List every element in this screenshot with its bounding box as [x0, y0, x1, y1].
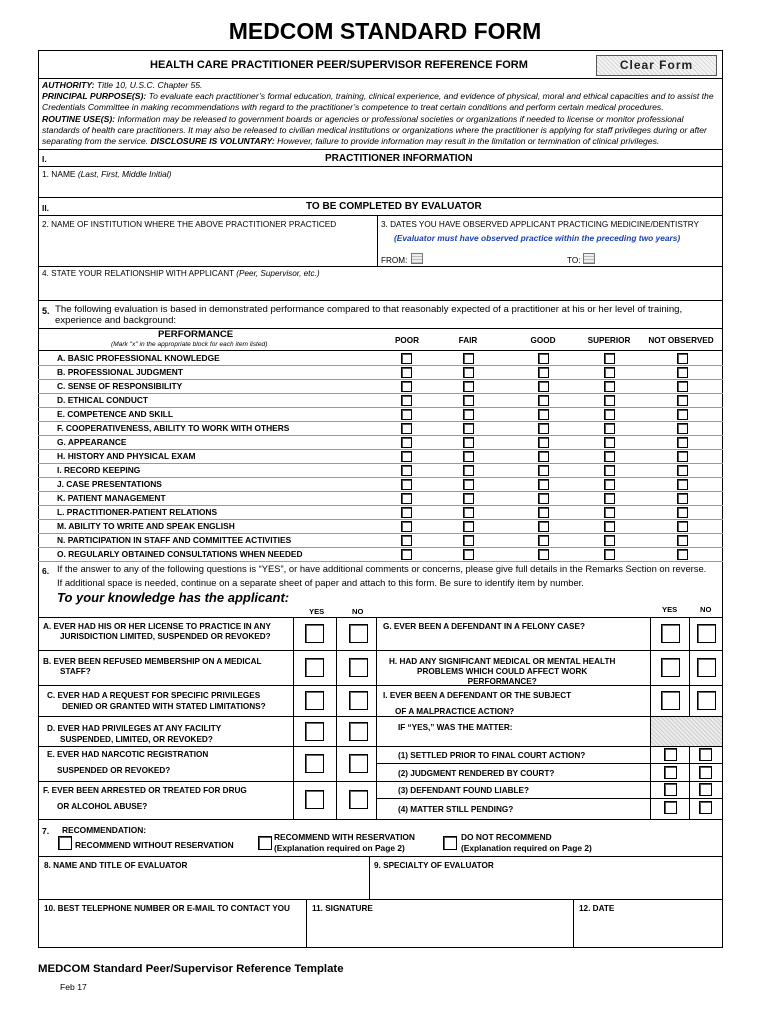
question-d-yes-checkbox[interactable]: [305, 722, 324, 741]
performance-rating-checkbox[interactable]: [677, 381, 688, 392]
performance-rating-checkbox[interactable]: [604, 507, 615, 518]
performance-rating-checkbox[interactable]: [538, 353, 549, 364]
question-f: F. EVER BEEN ARRESTED OR TREATED FOR DRUG OR ALCOHOL ABUSE?: [43, 786, 247, 811]
institution-input[interactable]: [40, 232, 374, 262]
performance-row-divider: [38, 379, 723, 380]
performance-rating-checkbox[interactable]: [677, 521, 688, 532]
performance-row-divider: [38, 463, 723, 464]
from-label: FROM:: [381, 256, 408, 265]
performance-rating-checkbox[interactable]: [463, 465, 474, 476]
question-d-no-checkbox[interactable]: [349, 722, 368, 741]
performance-rating-checkbox[interactable]: [538, 549, 549, 560]
performance-rating-checkbox[interactable]: [604, 465, 615, 476]
performance-rating-checkbox[interactable]: [677, 395, 688, 406]
question-c-yes-checkbox[interactable]: [305, 691, 324, 710]
evaluator-name-input[interactable]: [40, 872, 366, 897]
question-c: C. EVER HAD A REQUEST FOR SPECIFIC PRIVILEGES DENIED OR GRANTED WITH STATED LIMITATIONS?: [47, 691, 266, 711]
performance-rating-checkbox[interactable]: [677, 479, 688, 490]
performance-row-divider: [38, 435, 723, 436]
to-calendar-icon[interactable]: [583, 253, 595, 264]
performance-rating-checkbox[interactable]: [463, 535, 474, 546]
performance-rating-checkbox[interactable]: [604, 521, 615, 532]
question-d: D. EVER HAD PRIVILEGES AT ANY FACILITY SUSPENDED, LIMITED, OR REVOKED?: [47, 724, 222, 744]
performance-item-label: E. COMPETENCE AND SKILL: [57, 409, 174, 419]
right-no-header: NO: [700, 605, 712, 614]
purpose-text-1: To evaluate each practitioner’s formal education, training, clinical experience, and evidence of physical, moral and ethical capacities and to assist the: [148, 91, 714, 102]
performance-rating-checkbox[interactable]: [463, 521, 474, 532]
performance-rating-checkbox[interactable]: [401, 465, 412, 476]
performance-rating-checkbox[interactable]: [677, 493, 688, 504]
routine-label: ROUTINE USE(S):: [42, 113, 116, 124]
sub-1-no-checkbox[interactable]: [699, 748, 712, 761]
disclosure-text: However, failure to provide information may result in the limitation or termination of clinical privileges.: [277, 136, 660, 147]
performance-rating-checkbox[interactable]: [538, 521, 549, 532]
evaluator-specialty-label: 9. SPECIALTY OF EVALUATOR: [374, 861, 494, 870]
evaluator-name-label: 8. NAME AND TITLE OF EVALUATOR: [44, 861, 188, 870]
performance-rating-checkbox[interactable]: [463, 353, 474, 364]
performance-rating-checkbox[interactable]: [677, 549, 688, 560]
questions-heading: To your knowledge has the applicant:: [57, 590, 290, 605]
performance-item-label: C. SENSE OF RESPONSIBILITY: [57, 381, 183, 391]
performance-rating-checkbox[interactable]: [463, 549, 474, 560]
performance-row-divider: [38, 365, 723, 366]
performance-rating-checkbox[interactable]: [538, 437, 549, 448]
performance-rating-checkbox[interactable]: [463, 493, 474, 504]
performance-rating-checkbox[interactable]: [677, 507, 688, 518]
purpose-text-2: Credentials Committee in making recommendations with regard to the practitioner’s competence to treat certain conditions and perform certain medical procedures.: [42, 102, 664, 113]
performance-rating-checkbox[interactable]: [538, 479, 549, 490]
dates-label: 3. DATES YOU HAVE OBSERVED APPLICANT PRACTICING MEDICINE/DENTISTRY: [381, 220, 700, 229]
performance-item-label: L. PRACTITIONER-PATIENT RELATIONS: [57, 507, 218, 517]
performance-rating-checkbox[interactable]: [677, 353, 688, 364]
performance-rating-checkbox[interactable]: [401, 451, 412, 462]
left-no-header: NO: [352, 607, 364, 616]
performance-rating-checkbox[interactable]: [604, 479, 615, 490]
performance-rating-checkbox[interactable]: [604, 549, 615, 560]
performance-rating-checkbox[interactable]: [538, 493, 549, 504]
performance-rating-checkbox[interactable]: [401, 353, 412, 364]
recommendation-label: RECOMMENDATION:: [62, 825, 147, 835]
right-yes-header: YES: [662, 605, 678, 614]
performance-rating-checkbox[interactable]: [463, 395, 474, 406]
sub-3-yes-checkbox[interactable]: [664, 783, 677, 796]
performance-rating-checkbox[interactable]: [463, 451, 474, 462]
contact-input[interactable]: [40, 915, 304, 945]
performance-row-divider: [38, 547, 723, 548]
rating-column-header: POOR: [394, 336, 420, 345]
form-title: MEDCOM STANDARD FORM: [228, 18, 542, 44]
performance-rating-checkbox[interactable]: [463, 367, 474, 378]
performance-rating-checkbox[interactable]: [538, 409, 549, 420]
privacy-statement: [42, 80, 720, 147]
clear-form-button[interactable]: Clear Form: [596, 55, 717, 76]
question-f-yes-checkbox[interactable]: [305, 790, 324, 809]
question-e: E. EVER HAD NARCOTIC REGISTRATION SUSPENDED OR REVOKED?: [47, 750, 209, 775]
sub-4-yes-checkbox[interactable]: [664, 801, 677, 814]
performance-rating-checkbox[interactable]: [604, 367, 615, 378]
do-not-recommend-label: DO NOT RECOMMEND (Explanation required on Page 2): [461, 832, 592, 853]
performance-rating-checkbox[interactable]: [538, 423, 549, 434]
question-i-no-checkbox[interactable]: [697, 691, 716, 710]
performance-rating-checkbox[interactable]: [604, 353, 615, 364]
question-f-no-checkbox[interactable]: [349, 790, 368, 809]
performance-rating-checkbox[interactable]: [677, 409, 688, 420]
performance-rating-checkbox[interactable]: [604, 535, 615, 546]
questions-intro: If the answer to any of the following questions is “YES”, or have additional comments or concerns, please give full details in the Remarks Section on reverse. If additional space is needed, continue on a separate sheet of paper and attach to this form. Be sure to identify item by number.: [57, 563, 707, 588]
performance-hint: (Mark "x" in the appropriate block for each item listed): [111, 341, 268, 348]
sub-question-3: (3) DEFENDANT FOUND LIABLE?: [398, 786, 529, 795]
performance-item-label: O. REGULARLY OBTAINED CONSULTATIONS WHEN NEEDED: [57, 549, 303, 559]
purpose-label: PRINCIPAL PURPOSE(S):: [42, 91, 147, 102]
rating-column-header: GOOD: [530, 336, 556, 345]
section-1-title: PRACTITIONER INFORMATION: [325, 153, 473, 164]
performance-rating-checkbox[interactable]: [463, 507, 474, 518]
date-input[interactable]: [576, 915, 720, 945]
recommend-without-reservation-checkbox[interactable]: [58, 836, 72, 850]
question-g-no-checkbox[interactable]: [697, 624, 716, 643]
question-b-yes-checkbox[interactable]: [305, 658, 324, 677]
performance-row-divider: [38, 407, 723, 408]
performance-row-divider: [38, 477, 723, 478]
performance-rating-checkbox[interactable]: [401, 381, 412, 392]
performance-rating-checkbox[interactable]: [538, 367, 549, 378]
performance-rating-checkbox[interactable]: [604, 437, 615, 448]
if-yes-shaded-cell: [651, 717, 722, 746]
performance-row-divider: [38, 491, 723, 492]
performance-item-label: D. ETHICAL CONDUCT: [57, 395, 149, 405]
performance-rating-checkbox[interactable]: [604, 493, 615, 504]
signature-label: 11. SIGNATURE: [312, 904, 373, 913]
performance-rating-checkbox[interactable]: [401, 437, 412, 448]
recommend-with-reservation-label: RECOMMEND WITH RESERVATION (Explanation required on Page 2): [274, 832, 415, 853]
performance-rating-checkbox[interactable]: [401, 395, 412, 406]
performance-rating-checkbox[interactable]: [677, 465, 688, 476]
routine-text-1: Information may be released to government boards or agencies or professional societies or organizations if needed to license or monitor professional: [117, 113, 684, 124]
performance-rating-checkbox[interactable]: [401, 367, 412, 378]
disclosure-label: DISCLOSURE IS VOLUNTARY:: [150, 136, 275, 147]
question-h-yes-checkbox[interactable]: [661, 658, 680, 677]
performance-rating-checkbox[interactable]: [401, 493, 412, 504]
performance-rating-checkbox[interactable]: [677, 535, 688, 546]
routine-text-2: standards of health care practitioners. It may also be released to civilian medical institutions or organizations where the practitioner is applying for staff privileges during or after: [42, 124, 707, 135]
question-g-yes-checkbox[interactable]: [661, 624, 680, 643]
section-1-number: I.: [42, 154, 47, 164]
question-a-no-checkbox[interactable]: [349, 624, 368, 643]
question-a: A. EVER HAD HIS OR HER LICENSE TO PRACTICE IN ANY JURISDICTION LIMITED, SUSPENDED OR REVOKED?: [43, 622, 271, 641]
rating-column-header: SUPERIOR: [587, 336, 631, 345]
footer-date: Feb 17: [60, 982, 87, 992]
to-label: TO:: [567, 256, 581, 265]
item-6-number: 6.: [42, 566, 50, 576]
recommend-with-reservation-checkbox[interactable]: [258, 836, 272, 850]
performance-rating-checkbox[interactable]: [463, 437, 474, 448]
dates-note: (Evaluator must have observed practice within the preceding two years): [394, 233, 681, 243]
performance-item-label: J. CASE PRESENTATIONS: [57, 479, 162, 489]
performance-row-divider: [38, 393, 723, 394]
performance-rating-checkbox[interactable]: [463, 409, 474, 420]
from-calendar-icon[interactable]: [411, 253, 423, 264]
performance-rating-checkbox[interactable]: [401, 535, 412, 546]
sub-question-4: (4) MATTER STILL PENDING?: [398, 805, 514, 814]
performance-rating-checkbox[interactable]: [604, 423, 615, 434]
performance-rating-checkbox[interactable]: [604, 451, 615, 462]
authority-label: AUTHORITY:: [42, 80, 95, 90]
institution-label: 2. NAME OF INSTITUTION WHERE THE ABOVE PRACTITIONER PRACTICED: [42, 220, 337, 229]
evaluator-specialty-input[interactable]: [372, 872, 720, 897]
question-c-no-checkbox[interactable]: [349, 691, 368, 710]
performance-rating-checkbox[interactable]: [538, 381, 549, 392]
question-a-yes-checkbox[interactable]: [305, 624, 324, 643]
performance-rating-checkbox[interactable]: [677, 367, 688, 378]
performance-rating-checkbox[interactable]: [401, 409, 412, 420]
performance-rating-checkbox[interactable]: [401, 479, 412, 490]
section-2-number: II.: [42, 203, 49, 213]
sub-2-yes-checkbox[interactable]: [664, 766, 677, 779]
question-h: H. HAD ANY SIGNIFICANT MEDICAL OR MENTAL HEALTH PROBLEMS WHICH COULD AFFECT WORK PERFORMANCE?: [389, 657, 616, 686]
do-not-recommend-checkbox[interactable]: [443, 836, 457, 850]
performance-rating-checkbox[interactable]: [401, 549, 412, 560]
footer-template-name: MEDCOM Standard Peer/Supervisor Reference Template: [38, 963, 344, 975]
performance-rating-checkbox[interactable]: [604, 381, 615, 392]
relationship-label: 4. STATE YOUR RELATIONSHIP WITH APPLICANT (Peer, Supervisor, etc.): [42, 269, 320, 278]
performance-row-divider: [38, 533, 723, 534]
performance-item-label: I. RECORD KEEPING: [57, 465, 141, 475]
performance-row-divider: [38, 449, 723, 450]
performance-rating-checkbox[interactable]: [604, 395, 615, 406]
performance-item-label: M. ABILITY TO WRITE AND SPEAK ENGLISH: [57, 521, 235, 531]
authority-text: Title 10, U.S.C. Chapter 55.: [96, 80, 203, 90]
routine-text-3: separating from the service.: [42, 136, 149, 147]
signature-input[interactable]: [309, 915, 571, 945]
practitioner-name-input[interactable]: [40, 180, 720, 196]
performance-header: PERFORMANCE: [158, 329, 234, 340]
performance-item-label: G. APPEARANCE: [57, 437, 127, 447]
sub-3-no-checkbox[interactable]: [699, 783, 712, 796]
question-b: B. EVER BEEN REFUSED MEMBERSHIP ON A MEDICAL STAFF?: [43, 657, 262, 676]
performance-rating-checkbox[interactable]: [463, 423, 474, 434]
item-5-number: 5.: [42, 306, 50, 316]
performance-rating-checkbox[interactable]: [463, 479, 474, 490]
performance-rating-checkbox[interactable]: [538, 465, 549, 476]
performance-rating-checkbox[interactable]: [538, 451, 549, 462]
performance-rating-checkbox[interactable]: [538, 507, 549, 518]
sub-4-no-checkbox[interactable]: [699, 801, 712, 814]
contact-label: 10. BEST TELEPHONE NUMBER OR E-MAIL TO CONTACT YOU: [44, 904, 290, 913]
question-i-yes-checkbox[interactable]: [661, 691, 680, 710]
performance-item-label: A. BASIC PROFESSIONAL KNOWLEDGE: [57, 353, 220, 363]
item-7-number: 7.: [42, 826, 50, 836]
performance-row-divider: [38, 519, 723, 520]
if-yes-label: IF “YES,” WAS THE MATTER:: [398, 723, 513, 732]
performance-rating-checkbox[interactable]: [401, 507, 412, 518]
performance-row-divider: [38, 505, 723, 506]
sub-2-no-checkbox[interactable]: [699, 766, 712, 779]
performance-item-label: B. PROFESSIONAL JUDGMENT: [57, 367, 183, 377]
sub-question-2: (2) JUDGMENT RENDERED BY COURT?: [398, 769, 555, 778]
performance-row-divider: [38, 421, 723, 422]
performance-rating-checkbox[interactable]: [677, 437, 688, 448]
question-i: I. EVER BEEN A DEFENDANT OR THE SUBJECT OF A MALPRACTICE ACTION?: [383, 691, 572, 716]
recommend-without-reservation-label: RECOMMEND WITHOUT RESERVATION: [75, 840, 234, 850]
performance-item-label: K. PATIENT MANAGEMENT: [57, 493, 166, 503]
performance-rating-checkbox[interactable]: [604, 409, 615, 420]
performance-rating-checkbox[interactable]: [677, 451, 688, 462]
sub-1-yes-checkbox[interactable]: [664, 748, 677, 761]
left-yes-header: YES: [309, 607, 325, 616]
question-g: G. EVER BEEN A DEFENDANT IN A FELONY CASE?: [383, 622, 585, 631]
relationship-input[interactable]: [40, 281, 720, 299]
performance-rating-checkbox[interactable]: [401, 521, 412, 532]
performance-rating-checkbox[interactable]: [401, 423, 412, 434]
performance-rating-checkbox[interactable]: [677, 423, 688, 434]
rating-column-header: NOT OBSERVED: [648, 336, 714, 345]
evaluation-intro: The following evaluation is based in demonstrated performance compared to that reasonably expected of a practitioner at his or her level of training, experience and background:: [55, 304, 683, 326]
name-label: 1. NAME (Last, First, Middle Initial): [42, 169, 172, 179]
performance-item-label: N. PARTICIPATION IN STAFF AND COMMITTEE ACTIVITIES: [57, 535, 292, 545]
performance-rating-checkbox[interactable]: [463, 381, 474, 392]
performance-rating-checkbox[interactable]: [538, 395, 549, 406]
question-e-yes-checkbox[interactable]: [305, 754, 324, 773]
rating-column-header: FAIR: [458, 336, 478, 345]
question-e-no-checkbox[interactable]: [349, 754, 368, 773]
performance-rating-checkbox[interactable]: [538, 535, 549, 546]
sub-question-1: (1) SETTLED PRIOR TO FINAL COURT ACTION?: [398, 751, 586, 760]
performance-item-label: F. COOPERATIVENESS, ABILITY TO WORK WITH OTHERS: [57, 423, 290, 433]
form-subtitle: HEALTH CARE PRACTITIONER PEER/SUPERVISOR REFERENCE FORM: [150, 59, 528, 71]
performance-item-label: H. HISTORY AND PHYSICAL EXAM: [57, 451, 196, 461]
date-label: 12. DATE: [579, 904, 615, 913]
question-h-no-checkbox[interactable]: [697, 658, 716, 677]
section-2-title: TO BE COMPLETED BY EVALUATOR: [306, 201, 482, 212]
question-b-no-checkbox[interactable]: [349, 658, 368, 677]
